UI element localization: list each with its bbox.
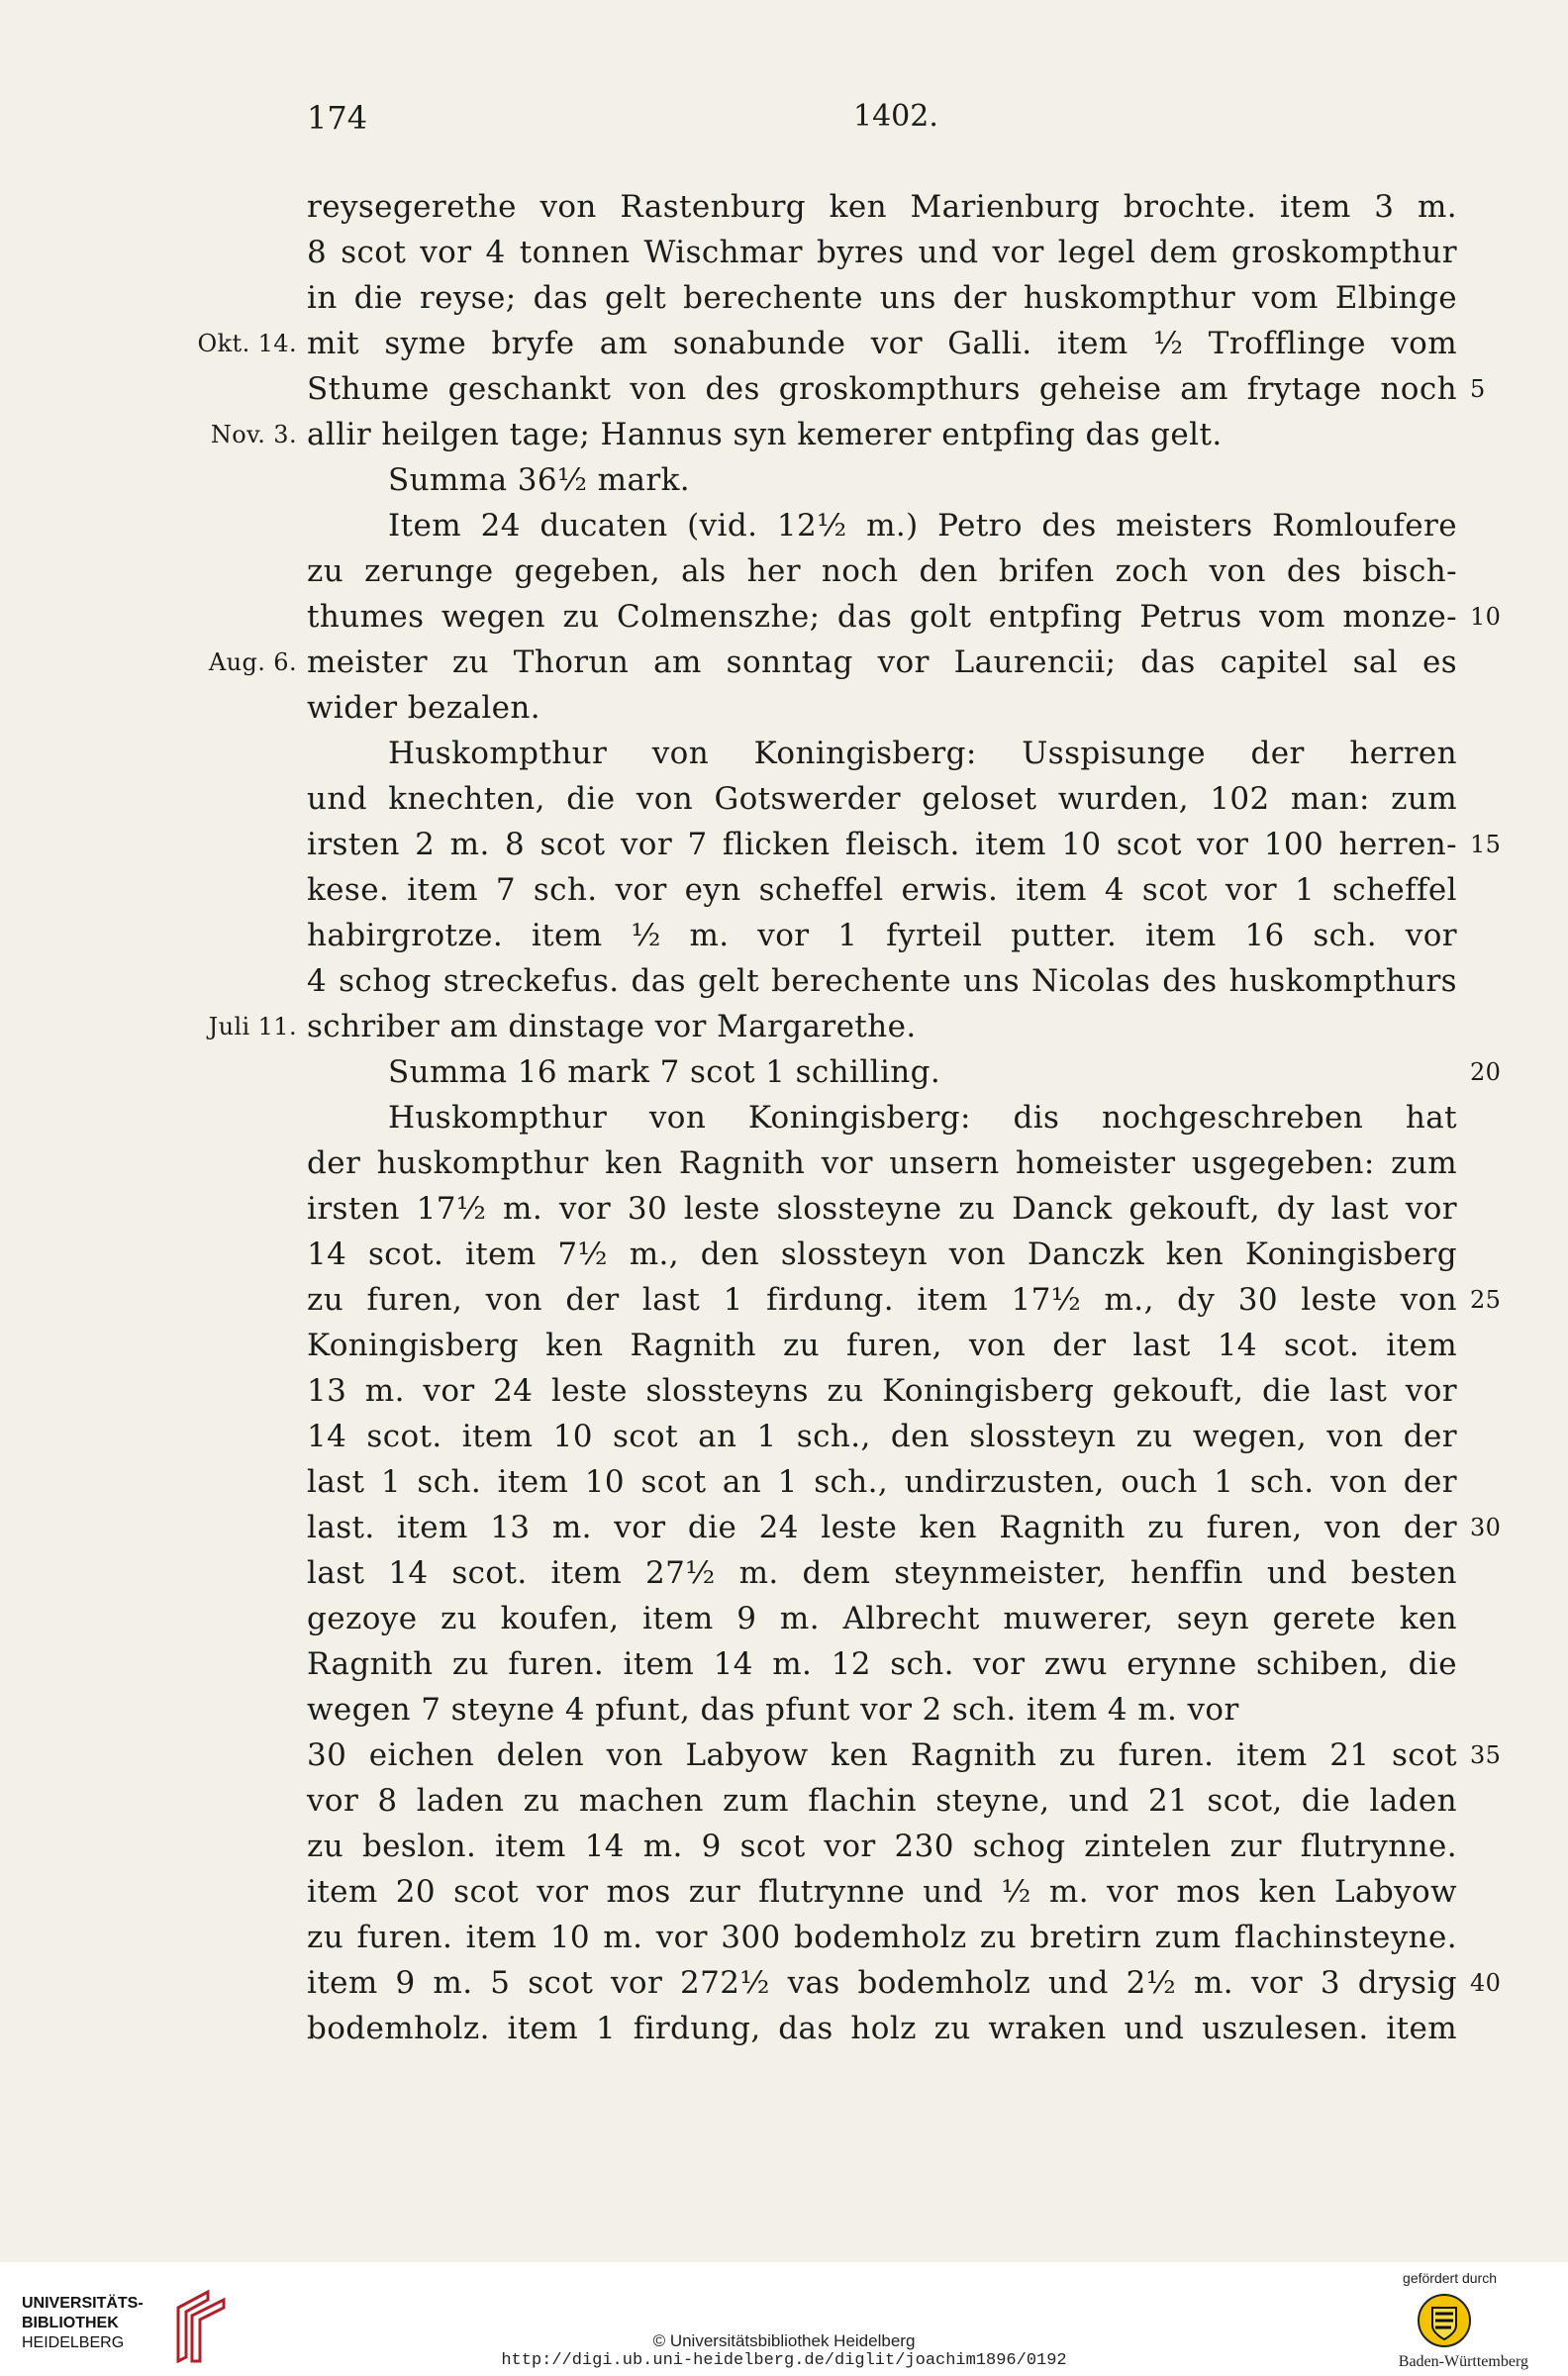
text-line bbox=[307, 731, 1457, 776]
line-text: 14 scot. item 7½ m., den slossteyn von Danczk ken Koningisberg bbox=[307, 1237, 1457, 1272]
line-number: 5 bbox=[1470, 375, 1486, 403]
copyright-notice: © Universitätsbibliothek Heidelberg bbox=[652, 2331, 916, 2350]
line-text: item 20 scot vor mos zur flutrynne und ½ m. vor mos ken Labyow bbox=[307, 1874, 1457, 1910]
line-number: 25 bbox=[1470, 1286, 1502, 1314]
line-text: schriber am dinstage vor Margarethe. bbox=[307, 1009, 917, 1044]
line-text: zu beslon. item 14 m. 9 scot vor 230 schog zintelen zur flutrynne. bbox=[307, 1829, 1457, 1864]
body-text bbox=[197, 184, 1502, 2051]
line-text: 4 schog streckefus. das gelt berechente uns Nicolas des huskompthurs bbox=[307, 963, 1457, 999]
line-text: wider bezalen. bbox=[307, 690, 540, 726]
text-line bbox=[307, 2006, 1457, 2051]
text-line bbox=[307, 822, 1502, 867]
text-line bbox=[210, 412, 1457, 457]
text-line bbox=[307, 1641, 1457, 1687]
text-line bbox=[307, 1323, 1457, 1368]
line-text: allir heilgen tage; Hannus syn kemerer entpfing das gelt. bbox=[307, 417, 1223, 452]
line-number: 35 bbox=[1470, 1741, 1502, 1769]
page-header bbox=[307, 99, 954, 148]
text-line bbox=[307, 503, 1457, 548]
margin-date: Aug. 6. bbox=[208, 648, 297, 676]
text-line bbox=[307, 1550, 1457, 1596]
text-line bbox=[307, 1869, 1457, 1915]
funded-by-label: gefördert durch bbox=[1403, 2270, 1497, 2286]
text-line bbox=[307, 594, 1502, 640]
page-number: 174 bbox=[307, 99, 368, 137]
line-text: kese. item 7 sch. vor eyn scheffel erwis. item 4 scot vor 1 scheffel bbox=[307, 872, 1457, 908]
line-text: last 14 scot. item 27½ m. dem steynmeister, henffin und besten bbox=[307, 1555, 1457, 1591]
line-number: 20 bbox=[1470, 1058, 1502, 1086]
line-text: 8 scot vor 4 tonnen Wischmar byres und vor legel dem groskompthur bbox=[307, 235, 1457, 270]
text-line bbox=[197, 321, 1457, 366]
text-line bbox=[307, 366, 1486, 412]
line-text: Koningisberg ken Ragnith zu furen, von der last 14 scot. item bbox=[307, 1328, 1457, 1363]
text-line bbox=[307, 1596, 1457, 1641]
line-text: last 1 sch. item 10 scot an 1 sch., undirzusten, ouch 1 sch. von der bbox=[307, 1464, 1457, 1500]
text-line bbox=[307, 1277, 1502, 1323]
text-line bbox=[307, 1824, 1457, 1869]
source-url-link[interactable]: http://digi.ub.uni-heidelberg.de/diglit/joachim1896/0192 bbox=[501, 2351, 1067, 2370]
line-text: zu furen. item 10 m. vor 300 bodemholz zu bretirn zum flachinsteyne. bbox=[307, 1920, 1457, 1955]
text-line bbox=[307, 1049, 1502, 1095]
line-text: gezoye zu koufen, item 9 m. Albrecht muwerer, seyn gerete ken bbox=[307, 1601, 1457, 1636]
funder-name: Baden-Württemberg bbox=[1398, 2353, 1528, 2370]
text-line bbox=[307, 776, 1457, 822]
line-text: Summa 36½ mark. bbox=[388, 462, 691, 498]
margin-date: Nov. 3. bbox=[210, 421, 297, 448]
text-line bbox=[208, 1004, 1457, 1049]
line-text: 14 scot. item 10 scot an 1 sch., den slossteyn zu wegen, von der bbox=[307, 1419, 1457, 1454]
line-number: 30 bbox=[1470, 1514, 1502, 1541]
line-text: Summa 16 mark 7 scot 1 schilling. bbox=[388, 1054, 941, 1090]
line-text: bodemholz. item 1 firdung, das holz zu wraken und uszulesen. item bbox=[307, 2011, 1457, 2046]
text-line bbox=[307, 1505, 1502, 1550]
line-text: mit syme bryfe am sonabunde vor Galli. item ½ Trofflinge vom bbox=[307, 326, 1457, 361]
line-text: zu furen, von der last 1 firdung. item 17½ m., dy 30 leste von bbox=[307, 1282, 1457, 1318]
text-line bbox=[307, 958, 1457, 1004]
text-line bbox=[307, 867, 1457, 913]
text-line bbox=[307, 1687, 1457, 1732]
line-number: 15 bbox=[1470, 831, 1502, 858]
line-text: in die reyse; das gelt berechente uns der huskompthur vom Elbinge bbox=[307, 280, 1457, 316]
line-text: wegen 7 steyne 4 pfunt, das pfunt vor 2 sch. item 4 m. vor bbox=[307, 1692, 1239, 1728]
line-text: irsten 2 m. 8 scot vor 7 flicken fleisch. item 10 scot vor 100 herren- bbox=[307, 827, 1457, 862]
text-line bbox=[307, 275, 1457, 321]
line-text: zu zerunge gegeben, als her noch den brifen zoch von des bisch- bbox=[307, 553, 1457, 589]
state-coat-of-arms-icon[interactable] bbox=[1415, 2292, 1474, 2349]
line-text: last. item 13 m. vor die 24 leste ken Ragnith zu furen, von der bbox=[307, 1510, 1457, 1545]
line-text: 30 eichen delen von Labyow ken Ragnith zu furen. item 21 scot bbox=[307, 1737, 1457, 1773]
text-line bbox=[307, 913, 1457, 958]
text-line bbox=[307, 685, 1457, 731]
footer-bar bbox=[0, 2262, 1568, 2376]
text-line bbox=[307, 1414, 1457, 1459]
line-text: irsten 17½ m. vor 30 leste slossteyne zu Danck gekouft, dy last vor bbox=[307, 1191, 1457, 1227]
text-line bbox=[307, 548, 1457, 594]
margin-date: Juli 11. bbox=[208, 1013, 297, 1040]
line-text: meister zu Thorun am sonntag vor Laurencii; das capitel sal es bbox=[307, 644, 1457, 680]
text-line bbox=[307, 1140, 1457, 1186]
text-line bbox=[307, 1095, 1457, 1140]
text-line bbox=[307, 457, 1457, 503]
line-number: 10 bbox=[1470, 603, 1502, 631]
line-text: Huskompthur von Koningisberg: dis nochgeschreben hat bbox=[388, 1100, 1457, 1136]
margin-date: Okt. 14. bbox=[197, 330, 297, 357]
text-line bbox=[307, 184, 1457, 230]
text-line bbox=[307, 1186, 1457, 1232]
text-line bbox=[307, 230, 1457, 275]
text-line bbox=[307, 1232, 1457, 1277]
line-text: vor 8 laden zu machen zum flachin steyne, und 21 scot, die laden bbox=[307, 1783, 1457, 1819]
line-text: Sthume geschankt von des groskompthurs geheise am frytage noch bbox=[307, 371, 1457, 407]
text-line bbox=[307, 1960, 1502, 2006]
line-text: item 9 m. 5 scot vor 272½ vas bodemholz und 2½ m. vor 3 drysig bbox=[307, 1965, 1457, 2001]
text-line bbox=[307, 1915, 1457, 1960]
running-head-year: 1402. bbox=[853, 99, 938, 134]
text-line bbox=[208, 640, 1457, 685]
line-text: Item 24 ducaten (vid. 12½ m.) Petro des meisters Romloufere bbox=[388, 508, 1457, 544]
text-line bbox=[307, 1459, 1457, 1505]
line-number: 40 bbox=[1470, 1969, 1502, 1997]
library-name: UNIVERSITÄTS- BIBLIOTHEK HEIDELBERG bbox=[22, 2295, 144, 2351]
line-text: reysegerethe von Rastenburg ken Marienburg brochte. item 3 m. bbox=[307, 189, 1457, 225]
line-text: thumes wegen zu Colmenszhe; das golt entpfing Petrus vom monze- bbox=[307, 599, 1457, 635]
text-line bbox=[307, 1368, 1457, 1414]
text-line bbox=[307, 1778, 1457, 1824]
line-text: 13 m. vor 24 leste slossteyns zu Koningisberg gekouft, die last vor bbox=[307, 1373, 1457, 1409]
line-text: Huskompthur von Koningisberg: Usspisunge der herren bbox=[388, 736, 1457, 771]
line-text: und knechten, die von Gotswerder geloset wurden, 102 man: zum bbox=[307, 781, 1457, 817]
line-text: Ragnith zu furen. item 14 m. 12 sch. vor zwu erynne schiben, die bbox=[307, 1646, 1457, 1682]
text-line bbox=[307, 1732, 1502, 1778]
line-text: der huskompthur ken Ragnith vor unsern homeister usgegeben: zum bbox=[307, 1145, 1457, 1181]
line-text: habirgrotze. item ½ m. vor 1 fyrteil putter. item 16 sch. vor bbox=[307, 918, 1457, 953]
